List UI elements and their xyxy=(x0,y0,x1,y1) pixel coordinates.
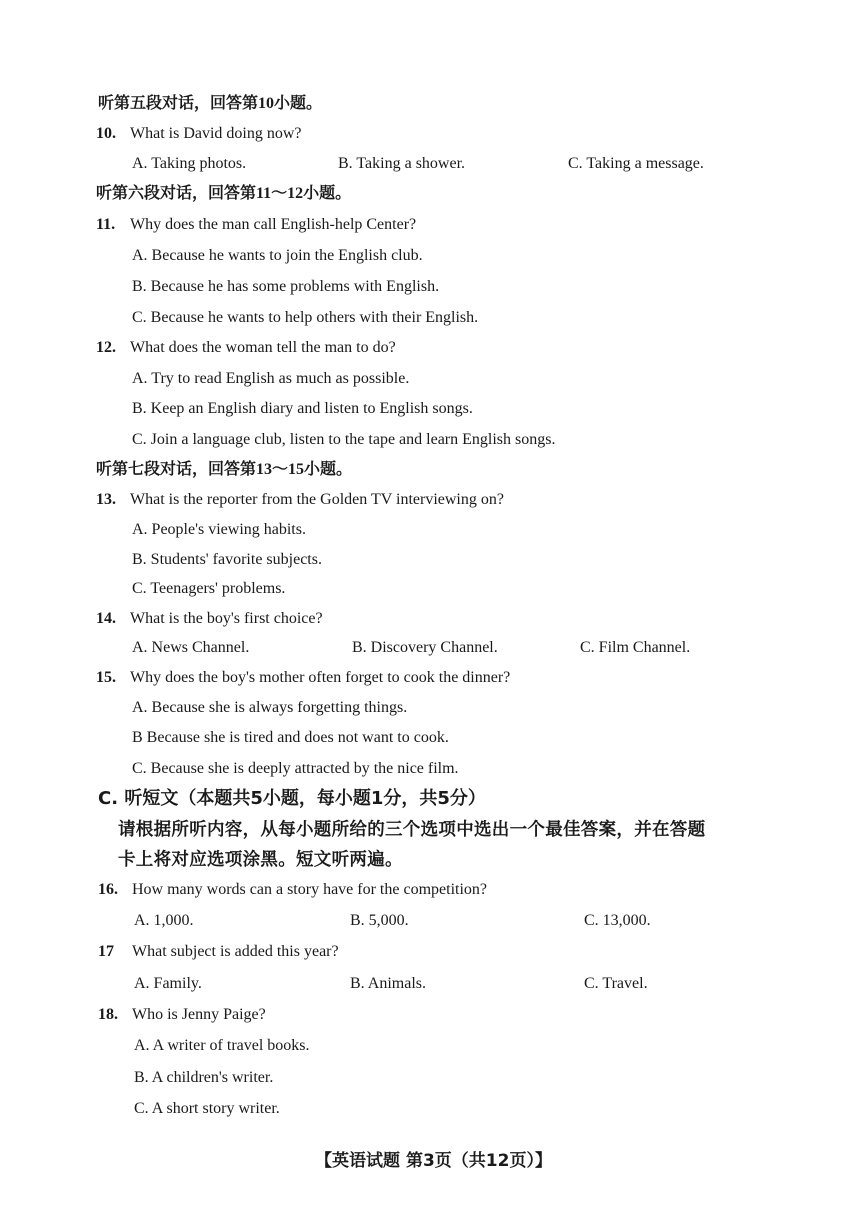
question-text: How many words can a story have for the competition? xyxy=(132,881,488,898)
option-17-c: C. Travel. xyxy=(584,975,648,992)
option-16-a: A. 1,000. xyxy=(134,912,194,929)
option-13-c: C. Teenagers' problems. xyxy=(132,580,286,597)
option-10-b: B. Taking a shower. xyxy=(338,155,466,172)
option-15-b: B Because she is tired and does not want to cook. xyxy=(132,729,449,746)
question-text: Who is Jenny Paige? xyxy=(132,1006,266,1023)
question-number: 12. xyxy=(96,339,116,356)
question-number: 18. xyxy=(98,1006,118,1023)
section-c-instructions-line-2: 卡上将对应选项涂黑。短文听两遍。 xyxy=(118,850,403,870)
question-10 xyxy=(96,124,302,144)
question-text: What does the woman tell the man to do? xyxy=(130,339,396,356)
option-12-a: A. Try to read English as much as possible. xyxy=(132,370,410,387)
page-footer: 【英语试题 第3页（共12页）】 xyxy=(315,1151,552,1171)
question-text: What is David doing now? xyxy=(130,125,302,142)
question-number: 16. xyxy=(98,881,118,898)
question-number: 13. xyxy=(96,491,116,508)
option-12-b: B. Keep an English diary and listen to English songs. xyxy=(132,400,473,417)
option-12-c: C. Join a language club, listen to the tape and learn English songs. xyxy=(132,431,556,448)
question-text: Why does the boy's mother often forget to cook the dinner? xyxy=(130,669,511,686)
question-text: What subject is added this year? xyxy=(132,943,339,960)
question-text: Why does the man call English-help Center? xyxy=(130,216,417,233)
option-11-a: A. Because he wants to join the English club. xyxy=(132,247,423,264)
option-17-b: B. Animals. xyxy=(350,975,427,992)
option-18-a: A. A writer of travel books. xyxy=(134,1037,310,1054)
section-heading-dialogue-5: 听第五段对话，回答第10小题。 xyxy=(98,95,323,112)
question-number: 15. xyxy=(96,669,116,686)
question-number: 14. xyxy=(96,610,116,627)
question-18 xyxy=(98,1005,266,1025)
section-c-instructions-line-1: 请根据所听内容，从每小题所给的三个选项中选出一个最佳答案，并在答题 xyxy=(118,820,706,840)
question-number: 11. xyxy=(96,216,116,233)
option-13-a: A. People's viewing habits. xyxy=(132,521,306,538)
option-14-c: C. Film Channel. xyxy=(580,639,691,656)
question-16 xyxy=(98,880,487,900)
option-15-a: A. Because she is always forgetting things. xyxy=(132,699,408,716)
option-18-b: B. A children's writer. xyxy=(134,1069,274,1086)
question-text: What is the reporter from the Golden TV interviewing on? xyxy=(130,491,504,508)
question-number: 17 xyxy=(98,943,114,960)
question-number: 10. xyxy=(96,125,116,142)
option-16-c: C. 13,000. xyxy=(584,912,651,929)
option-14-b: B. Discovery Channel. xyxy=(352,639,498,656)
option-14-a: A. News Channel. xyxy=(132,639,250,656)
option-15-c: C. Because she is deeply attracted by the nice film. xyxy=(132,760,459,777)
question-12 xyxy=(96,338,396,358)
option-16-b: B. 5,000. xyxy=(350,912,409,929)
question-15 xyxy=(96,668,510,688)
section-heading-dialogue-7: 听第七段对话，回答第13～15小题。 xyxy=(96,461,353,478)
question-17 xyxy=(98,942,339,962)
option-18-c: C. A short story writer. xyxy=(134,1100,280,1117)
section-heading-dialogue-6: 听第六段对话，回答第11～12小题。 xyxy=(96,185,352,202)
option-11-b: B. Because he has some problems with English. xyxy=(132,278,440,295)
option-11-c: C. Because he wants to help others with their English. xyxy=(132,309,479,326)
question-13 xyxy=(96,490,504,510)
question-11 xyxy=(96,215,416,235)
option-10-a: A. Taking photos. xyxy=(132,155,247,172)
option-13-b: B. Students' favorite subjects. xyxy=(132,551,322,568)
question-14 xyxy=(96,609,323,629)
option-10-c: C. Taking a message. xyxy=(568,155,704,172)
question-text: What is the boy's first choice? xyxy=(130,610,323,627)
option-17-a: A. Family. xyxy=(134,975,202,992)
section-c-title: C. 听短文（本题共5小题，每小题1分，共5分） xyxy=(98,788,486,809)
